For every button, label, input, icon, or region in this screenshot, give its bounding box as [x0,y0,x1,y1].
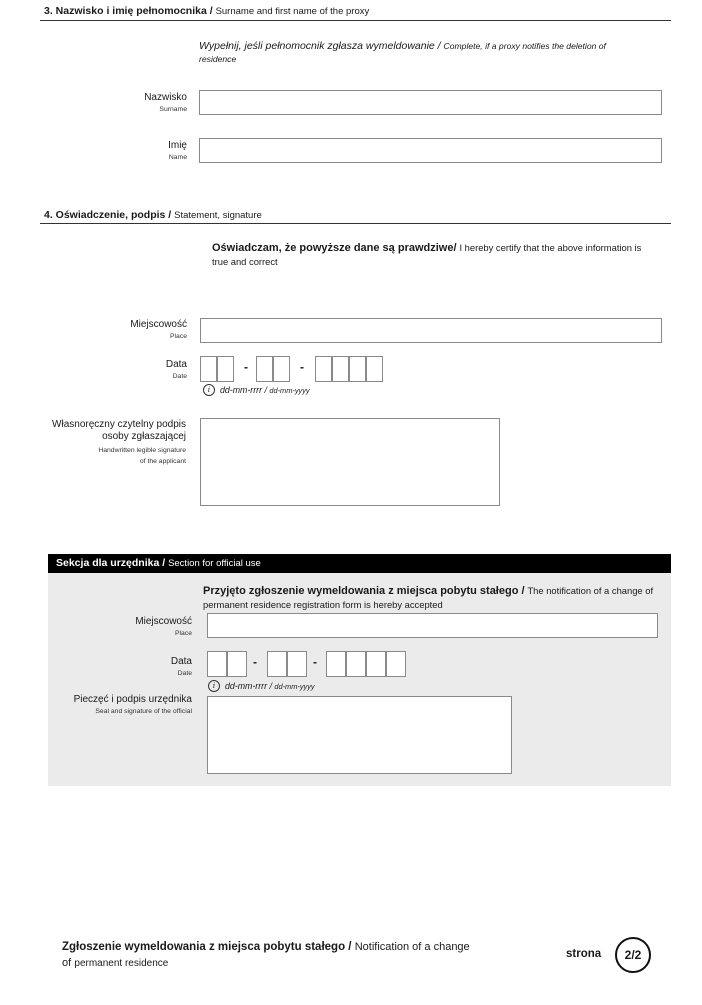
official-date-label [80,656,192,679]
date-year-digit-2[interactable] [332,356,349,382]
official-date-year-digit-1[interactable] [326,651,346,677]
official-date-day-digit-1[interactable] [207,651,227,677]
form-footer-title-en-3: permanent residence [74,958,169,969]
name-label-pl: Imię [168,140,187,151]
date-separator: - [253,655,257,669]
proxy-note [199,40,639,66]
form-footer-title-pl: Zgłoszenie wymeldowania z miejsca pobytu stałego / [62,941,352,953]
date-label [80,359,187,382]
date-day-digit-1[interactable] [200,356,217,382]
surname-label-pl: Nazwisko [144,92,187,103]
info-icon: i [203,384,215,396]
date-format-en: dd-mm-yyyy [269,386,310,395]
official-place-label [80,616,192,639]
date-month-digit-2[interactable] [273,356,290,382]
surname-field[interactable] [199,90,662,115]
section-4-title-en: Statement, signature [174,210,262,221]
name-label-en: Name [168,154,187,161]
official-date-label-en: Date [177,670,192,677]
date-separator: - [244,360,248,374]
date-format-hint [203,384,310,396]
form-footer-title [62,939,532,972]
section-4-divider [40,223,671,224]
section-3-title [44,5,369,17]
date-label-pl: Data [165,359,187,370]
place-label-en: Place [169,333,187,340]
signature-label-en-line-2: of the applicant [139,458,186,465]
official-date-input [207,651,407,677]
official-date-year-digit-2[interactable] [346,651,366,677]
date-year-digit-4[interactable] [366,356,383,382]
official-section-title-pl: Sekcja dla urzędnika / [56,557,166,569]
acceptance-statement [203,584,661,612]
signature-label-line-1: Własnoręczny czytelny podpis [52,419,186,430]
official-date-day-digit-2[interactable] [227,651,247,677]
date-format-pl: dd-mm-rrrr / [220,385,267,395]
official-seal-label-en: Seal and signature of the official [95,708,192,715]
official-place-label-pl: Miejscowość [135,616,192,627]
surname-label-en: Surname [159,106,187,113]
page-label: strona [566,948,602,960]
date-year-digit-3[interactable] [349,356,366,382]
place-field[interactable] [200,318,662,343]
official-section-title-en: Section for official use [168,558,261,569]
signature-box[interactable] [200,418,500,506]
acceptance-statement-en: The notification of a change of permanent residence registration form is hereby accepted [203,585,654,610]
date-separator: - [313,655,317,669]
form-footer-title-en: Notification of a change [354,941,470,953]
page-number-badge: 2/2 [615,937,651,973]
name-label [80,140,187,163]
proxy-note-en: Complete, if a proxy notifies the deletion of residence [199,41,606,64]
official-date-month-digit-2[interactable] [287,651,307,677]
first-name-field[interactable] [199,138,662,163]
official-date-year-digit-3[interactable] [366,651,386,677]
date-label-en: Date [172,373,187,380]
section-4-title-pl: 4. Oświadczenie, podpis / [44,209,172,221]
signature-label [20,419,186,467]
place-label-pl: Miejscowość [130,319,187,330]
certification-statement [212,241,657,269]
official-date-month-digit-1[interactable] [267,651,287,677]
form-footer-title-en-2: of [62,957,72,969]
official-place-field[interactable] [207,613,658,638]
date-input [200,356,385,382]
official-date-format-en: dd-mm-yyyy [274,682,315,691]
proxy-note-pl: Wypełnij, jeśli pełnomocnik zgłasza wymeldowanie / [199,40,441,52]
info-icon: i [208,680,220,692]
official-date-format-hint [208,680,315,692]
certification-statement-en: I hereby certify that the above information is true and correct [212,242,642,267]
certification-statement-pl: Oświadczam, że powyższe dane są prawdziwe/ [212,242,457,254]
official-seal-label-pl: Pieczęć i podpis urzędnika [73,694,192,705]
place-label [80,319,187,342]
acceptance-statement-pl: Przyjęto zgłoszenie wymeldowania z miejsca pobytu stałego / [203,585,525,597]
signature-label-en-line-1: Handwritten legible signature [98,447,186,454]
date-day-digit-2[interactable] [217,356,234,382]
official-date-year-digit-4[interactable] [386,651,406,677]
official-seal-box[interactable] [207,696,512,774]
official-place-label-en: Place [174,630,192,637]
date-month-digit-1[interactable] [256,356,273,382]
date-separator: - [300,360,304,374]
official-date-format-pl: dd-mm-rrrr / [225,681,272,691]
section-3-title-en: Surname and first name of the proxy [215,6,370,17]
official-date-label-pl: Data [170,656,192,667]
section-3-title-pl: 3. Nazwisko i imię pełnomocnika / [44,5,213,17]
official-seal-label [40,694,192,717]
date-year-digit-1[interactable] [315,356,332,382]
section-4-title [44,209,262,221]
surname-label [80,92,187,115]
section-3-divider [40,20,671,21]
official-section-header [48,554,671,573]
signature-label-line-2: osoby zgłaszającej [102,431,186,442]
